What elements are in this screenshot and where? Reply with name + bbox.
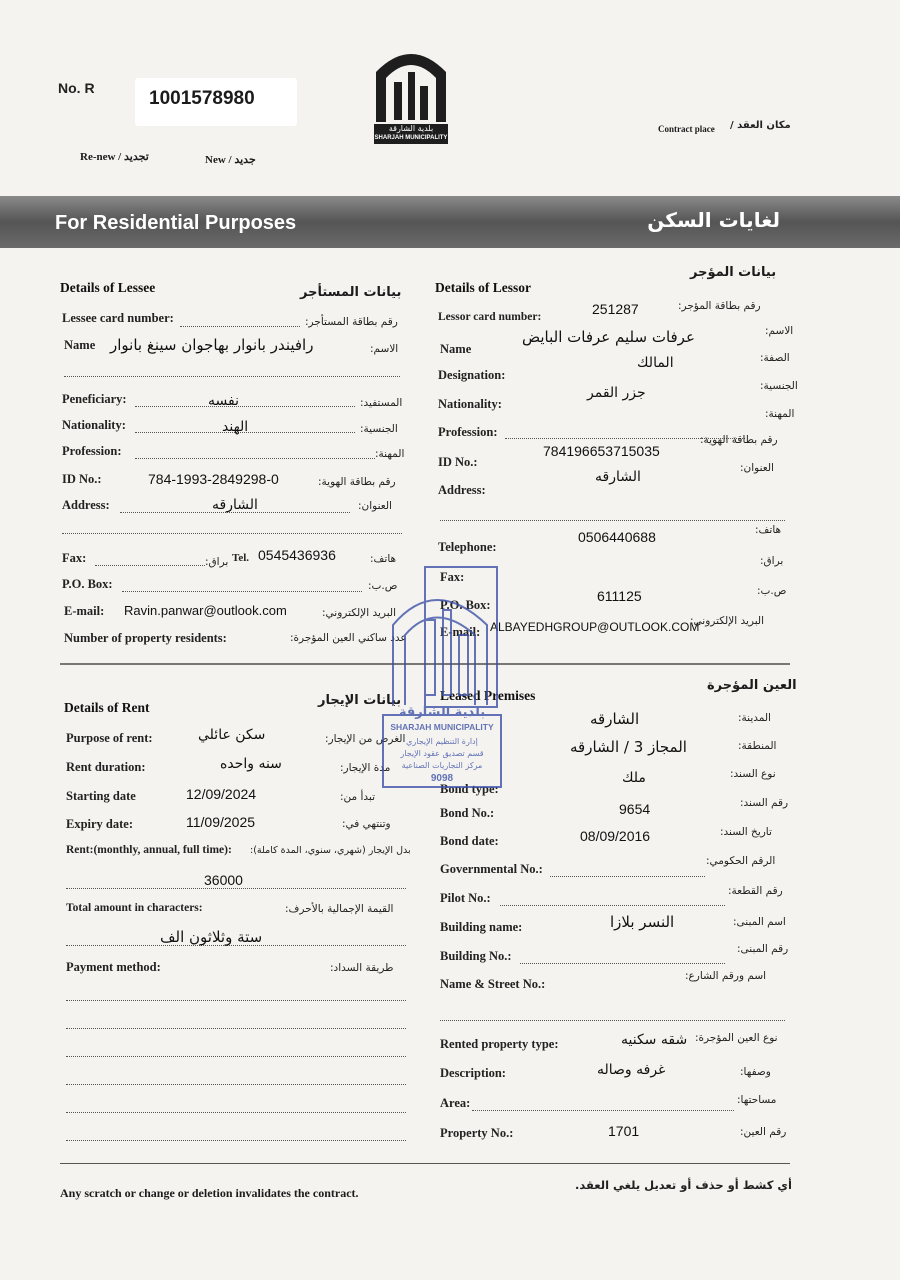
lessee-id-label: ID No.:: [62, 472, 102, 486]
footer-divider: [60, 1163, 790, 1164]
banner-title-ar: لغايات السكن: [647, 208, 780, 232]
premises-type-label-ar: نوع العين المؤجرة:: [695, 1032, 778, 1044]
premises-building-no-line: [520, 963, 725, 964]
premises-bond-date-label: Bond date:: [440, 834, 499, 848]
lessee-name-value: رافيندر بانوار بهاجوان سينغ بانوار: [110, 336, 314, 354]
premises-area-label-ar: المنطقة:: [738, 740, 777, 752]
lessee-pobox-line: [122, 591, 362, 592]
lessor-address-label-ar: العنوان:: [740, 462, 774, 474]
premises-prop-label-ar: رقم العين:: [740, 1126, 787, 1138]
lessee-name-label: Name: [64, 338, 96, 352]
lessee-card-label: Lessee card number:: [62, 311, 174, 325]
lessee-address-label-ar: العنوان:: [358, 500, 392, 512]
premises-city-value: الشارقه: [590, 710, 640, 728]
lessee-title-ar: بيانات المستأجر: [300, 285, 402, 300]
lessee-beneficiary-label: Peneficiary:: [62, 392, 127, 406]
lessee-fax-label: Fax:: [62, 551, 87, 565]
stamp-line5: مركز التجاريات الصناعية: [401, 761, 483, 770]
rent-payment-line1: [66, 1000, 406, 1001]
premises-desc-label: Description:: [440, 1066, 506, 1080]
premises-pilot-label-ar: رقم القطعة:: [728, 885, 783, 897]
lessor-tel-value: 0506440688: [578, 529, 656, 545]
lessor-name-label: Name: [440, 342, 472, 356]
lessor-fax-label-ar: براق:: [760, 555, 784, 567]
premises-pilot-line: [500, 905, 725, 906]
lessor-fax-label: Fax:: [440, 570, 465, 584]
premises-bond-date-label-ar: تاريخ السند:: [720, 826, 772, 838]
lessee-profession-line: [135, 458, 375, 459]
lessor-pobox-label: P.O. Box:: [440, 598, 491, 612]
premises-gov-label-ar: الرقم الحكومي:: [706, 855, 776, 867]
rent-purpose-label-ar: الغرض من الإيجار:: [325, 733, 406, 745]
municipality-stamp: [375, 565, 505, 795]
lessor-address-label: Address:: [438, 483, 486, 497]
lessee-tel-value: 0545436936: [258, 547, 336, 563]
lessor-designation-label-ar: الصفة:: [760, 352, 790, 364]
rent-duration-label: Rent duration:: [66, 760, 146, 774]
lessor-designation-label: Designation:: [438, 368, 506, 382]
lessee-residents-label: Number of property residents:: [64, 631, 227, 645]
lessee-nationality-label-ar: الجنسية:: [360, 423, 398, 435]
contract-number: 1001578980: [149, 88, 255, 109]
stamp-line3: إدارة التنظيم الإيجاري: [406, 737, 478, 746]
lessee-profession-label-ar: المهنة:: [375, 448, 405, 460]
logo-text-ar: بلدية الشارقة: [388, 124, 434, 133]
lessor-nationality-label: Nationality:: [438, 397, 502, 411]
lessee-name-line2: [64, 376, 400, 377]
rent-expiry-label-ar: وتنتهي في:: [342, 818, 391, 830]
stamp-line1: بلدية الشارقة: [398, 705, 486, 720]
stamp-line2: SHARJAH MUNICIPALITY: [390, 722, 494, 732]
lessee-pobox-label-ar: ص.ب:: [368, 580, 398, 592]
lessor-card-value: 251287: [592, 301, 639, 317]
rent-total-value: ستة وثلاثون الف: [160, 928, 263, 946]
lessee-beneficiary-line: [135, 406, 355, 407]
lessee-email-label: E-mail:: [64, 604, 105, 618]
lessee-nationality-label: Nationality:: [62, 418, 126, 432]
lessor-nationality-value: جزر القمر: [587, 385, 646, 401]
premises-street-line2: [440, 1020, 785, 1021]
logo-text-en: SHARJAH MUNICIPALITY: [374, 135, 448, 141]
rent-duration-label-ar: مدة الإيجار:: [340, 762, 391, 774]
lessor-name-label-ar: الاسم:: [765, 325, 794, 337]
lessor-designation-value: المالك: [637, 355, 674, 371]
lessor-card-label: Lessor card number:: [438, 311, 542, 323]
lessee-fax-line: [95, 565, 205, 566]
premises-bond-no-value: 9654: [619, 801, 651, 817]
premises-area2-label: Area:: [440, 1096, 471, 1110]
premises-bond-no-label-ar: رقم السند:: [740, 797, 789, 809]
lessor-email-label-ar: البريد الإلكتروني:: [690, 615, 764, 627]
contract-place-en: Contract place: [658, 124, 715, 134]
rent-purpose-label: Purpose of rent:: [66, 731, 153, 745]
stamp-code: 9098: [430, 773, 454, 784]
premises-desc-label-ar: وصفها:: [740, 1066, 771, 1078]
lessee-address-value: الشارقه: [212, 497, 258, 513]
lessor-pobox-label-ar: ص.ب:: [757, 585, 787, 597]
rent-title: Details of Rent: [64, 700, 150, 715]
rent-purpose-value: سكن عائلي: [198, 727, 266, 743]
rent-payment-line2: [66, 1028, 406, 1029]
lessor-profession-label-ar: المهنة:: [765, 408, 795, 420]
premises-type-label: Rented property type:: [440, 1037, 559, 1051]
renew-label: Re-new / تجديد: [80, 151, 149, 163]
rent-expiry-value: 11/09/2025: [186, 814, 256, 830]
premises-bond-type-label-ar: نوع السند:: [730, 768, 776, 780]
lessee-title: Details of Lessee: [60, 280, 156, 295]
lessee-profession-label: Profession:: [62, 444, 122, 458]
rent-total-label: Total amount in characters:: [66, 902, 203, 914]
contract-no-box: [135, 78, 297, 126]
lessor-id-label: ID No.:: [438, 455, 478, 469]
lessee-name-label-ar: الاسم:: [370, 343, 399, 355]
lessee-tel-label-ar: هاتف:: [370, 553, 397, 565]
rent-start-label-ar: تبدأ من:: [340, 791, 376, 803]
lessee-fax-label-ar: براق:: [205, 556, 229, 568]
premises-prop-value: 1701: [608, 1123, 640, 1139]
premises-city-label-ar: المدينة:: [738, 712, 771, 724]
rent-title-ar: بيانات الإيجار: [318, 693, 402, 708]
lessor-nationality-label-ar: الجنسية:: [760, 380, 798, 392]
lessor-pobox-value: 611125: [597, 588, 642, 604]
premises-building-name-label-ar: اسم المبنى:: [733, 916, 786, 928]
lessor-tel-label-ar: هاتف:: [755, 524, 782, 536]
rent-payment-line5: [66, 1112, 406, 1113]
premises-building-name-label: Building name:: [440, 920, 523, 934]
premises-building-name-value: النسر بلازا: [610, 913, 675, 931]
lessor-email-label: E-mail:: [440, 625, 481, 639]
premises-title: Leased Premises: [440, 688, 536, 703]
lessee-email-label-ar: البريد الإلكتروني:: [322, 607, 396, 619]
lessee-nationality-value: الهند: [222, 419, 249, 435]
lessor-title-ar: بيانات المؤجر: [690, 265, 777, 280]
rent-amount-line: [66, 888, 406, 889]
premises-building-no-label: Building No.:: [440, 949, 512, 963]
lessee-id-value: 784-1993-2849298-0: [148, 471, 279, 487]
lessee-address-line2: [62, 533, 402, 534]
lessee-address-label: Address:: [62, 498, 110, 512]
lessee-card-label-ar: رقم بطاقة المستأجر:: [305, 316, 398, 328]
sharjah-municipality-logo: [368, 42, 454, 146]
premises-street-label: Name & Street No.:: [440, 977, 546, 991]
premises-bond-no-label: Bond No.:: [440, 806, 495, 820]
lessor-id-label-ar: رقم بطاقة الهوية:: [700, 434, 778, 446]
lessee-beneficiary-value: نفسه: [208, 393, 239, 409]
premises-desc-value: غرفه وصاله: [597, 1062, 666, 1078]
rent-amount-label-ar: بدل الإيجار (شهري، سنوي، المدة كاملة):: [250, 845, 411, 856]
premises-bond-type-label: Bond type:: [440, 782, 499, 796]
contract-place-ar: مكان العقد /: [730, 120, 791, 131]
rent-expiry-label: Expiry date:: [66, 817, 134, 831]
premises-area2-label-ar: مساحتها:: [737, 1094, 777, 1106]
lessee-pobox-label: P.O. Box:: [62, 577, 113, 591]
rent-payment-line3: [66, 1056, 406, 1057]
lessor-profession-label: Profession:: [438, 425, 498, 439]
rent-start-value: 12/09/2024: [186, 786, 257, 802]
rent-payment-label-ar: طريقة السداد:: [330, 962, 394, 974]
lessee-residents-label-ar: عدد ساكني العين المؤجرة:: [290, 632, 407, 644]
lessor-tel-label: Telephone:: [438, 540, 497, 554]
stamp-line4: قسم تصديق عقود الإيجار: [400, 749, 484, 758]
contract-no-label: No. R: [58, 80, 95, 96]
premises-bond-type-value: ملك: [622, 770, 646, 786]
lessor-title: Details of Lessor: [435, 280, 531, 295]
premises-gov-line: [550, 876, 705, 877]
premises-bond-date-value: 08/09/2016: [580, 828, 651, 844]
premises-street-label-ar: اسم ورقم الشارع:: [685, 970, 767, 982]
premises-gov-label: Governmental No.:: [440, 862, 543, 876]
lessor-address-line2: [440, 520, 785, 521]
premises-area-value: المجاز 3 / الشارقه: [570, 738, 687, 756]
rent-total-label-ar: القيمة الإجمالية بالأحرف:: [285, 903, 394, 915]
premises-type-value: شقه سكنيه: [621, 1032, 688, 1048]
new-label: New / جديد: [205, 154, 256, 166]
premises-building-no-label-ar: رقم المبنى:: [737, 943, 789, 955]
lessor-address-value: الشارقه: [595, 469, 641, 485]
lessee-id-label-ar: رقم بطاقة الهوية:: [318, 476, 396, 488]
premises-pilot-label: Pilot No.:: [440, 891, 491, 905]
rent-payment-label: Payment method:: [66, 960, 161, 974]
lessee-tel-label: Tel.: [232, 552, 250, 564]
lessor-id-value: 784196653715035: [543, 443, 660, 459]
rent-payment-line6: [66, 1140, 406, 1141]
premises-title-ar: العين المؤجرة: [707, 678, 797, 693]
lessor-card-label-ar: رقم بطاقة المؤجر:: [678, 300, 761, 312]
lessor-name-value: عرفات سليم عرفات البايض: [522, 328, 695, 346]
footer-note-ar: أي كشط أو حذف أو تعديل يلغي العقد.: [575, 1178, 792, 1192]
rent-start-label: Starting date: [66, 789, 136, 803]
lessee-email-value: Ravin.panwar@outlook.com: [124, 603, 287, 618]
premises-area2-line: [472, 1110, 734, 1111]
rent-payment-line4: [66, 1084, 406, 1085]
premises-prop-label: Property No.:: [440, 1126, 514, 1140]
lessor-email-value: ALBAYEDHGROUP@OUTLOOK.COM: [490, 620, 700, 634]
banner-title-en: For Residential Purposes: [55, 212, 297, 234]
rent-amount-value: 36000: [204, 872, 243, 888]
rent-duration-value: سنه واحده: [220, 756, 282, 772]
footer-note-en: Any scratch or change or deletion invalidates the contract.: [60, 1186, 359, 1200]
lessee-card-line: [180, 326, 300, 327]
rent-amount-label: Rent:(monthly, annual, full time):: [66, 844, 232, 856]
lessee-beneficiary-label-ar: المستفيد:: [360, 397, 403, 409]
